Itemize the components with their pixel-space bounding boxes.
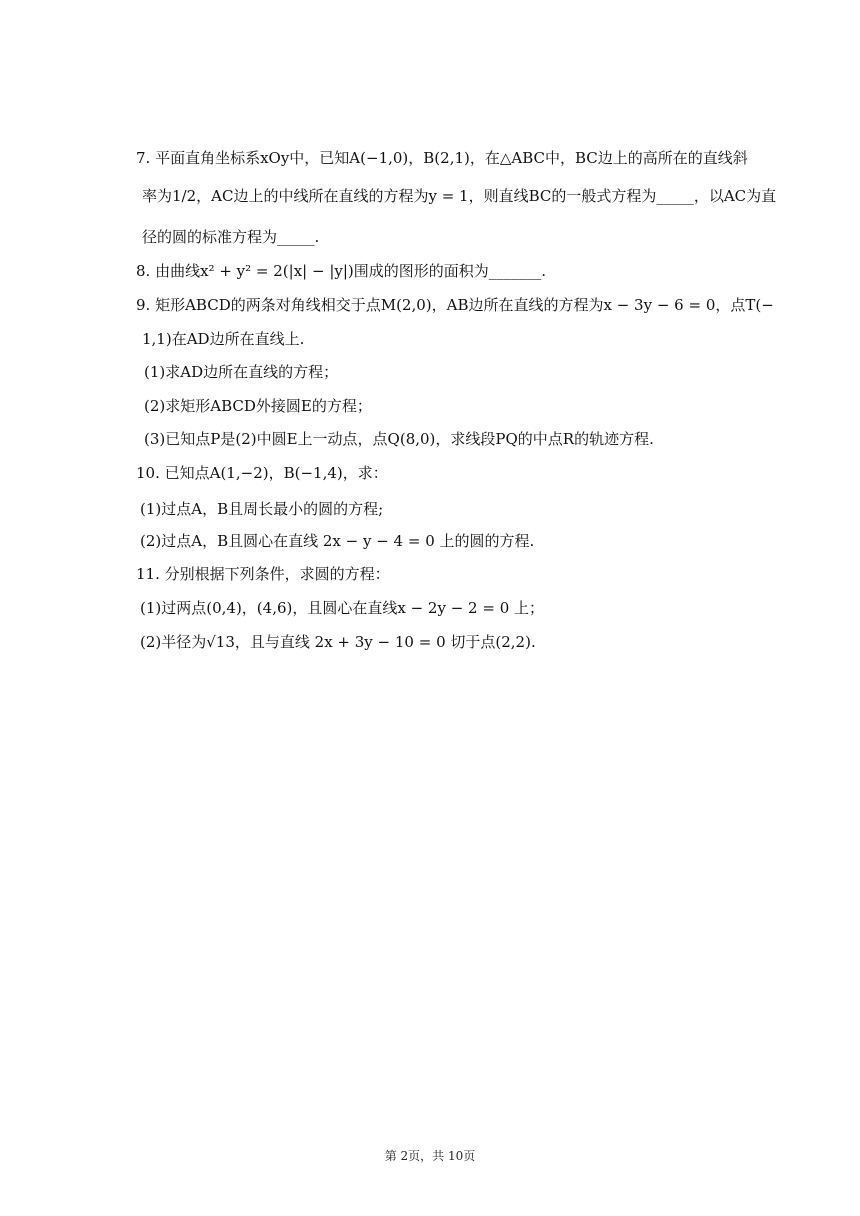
problem-10-question-2: (2)过点A，B且圆心在直线 2x − y − 4 = 0 上的圆的方程.	[140, 532, 535, 550]
problem-9-question-3: (3)已知点P是(2)中圆E上一动点，点Q(8,0)，求线段PQ的中点R的轨迹方程.	[144, 430, 654, 448]
problem-7-line-2: 率为1/2，AC边上的中线所在直线的方程为y = 1，则直线BC的一般式方程为_____，以AC为直	[142, 187, 777, 205]
page-footer: 第 2页，共 10页	[384, 1149, 476, 1163]
problem-10-question-1: (1)过点A，B且周长最小的圆的方程;	[140, 500, 384, 518]
problem-9-question-2: (2)求矩形ABCD外接圆E的方程；	[144, 397, 372, 415]
problem-7-line-1: 7. 平面直角坐标系xOy中，已知A(−1,0)，B(2,1)，在△ABC中，BC边上的高所在的直线斜	[136, 149, 748, 167]
problem-11-question-2: (2)半径为√13，且与直线 2x + 3y − 10 = 0 切于点(2,2).	[140, 633, 536, 651]
problem-9-question-1: (1)求AD边所在直线的方程；	[144, 363, 339, 381]
problem-10-line-1: 10. 已知点A(1,−2)，B(−1,4)，求：	[136, 464, 388, 482]
problem-9-line-2: 1,1)在AD边所在直线上.	[142, 330, 305, 348]
problem-7-line-3: 径的圆的标准方程为_____.	[142, 228, 320, 246]
problem-8-line-1: 8. 由曲线x² + y² = 2(|x| − |y|)围成的图形的面积为_______.	[136, 262, 547, 280]
problem-11-question-1: (1)过两点(0,4)，(4,6)，且圆心在直线x − 2y − 2 = 0 上；	[140, 599, 545, 617]
problem-11-line-1: 11. 分别根据下列条件，求圆的方程：	[136, 565, 390, 583]
problem-9-line-1: 9. 矩形ABCD的两条对角线相交于点M(2,0)，AB边所在直线的方程为x − 3y − 6 = 0，点T(−	[136, 296, 774, 314]
